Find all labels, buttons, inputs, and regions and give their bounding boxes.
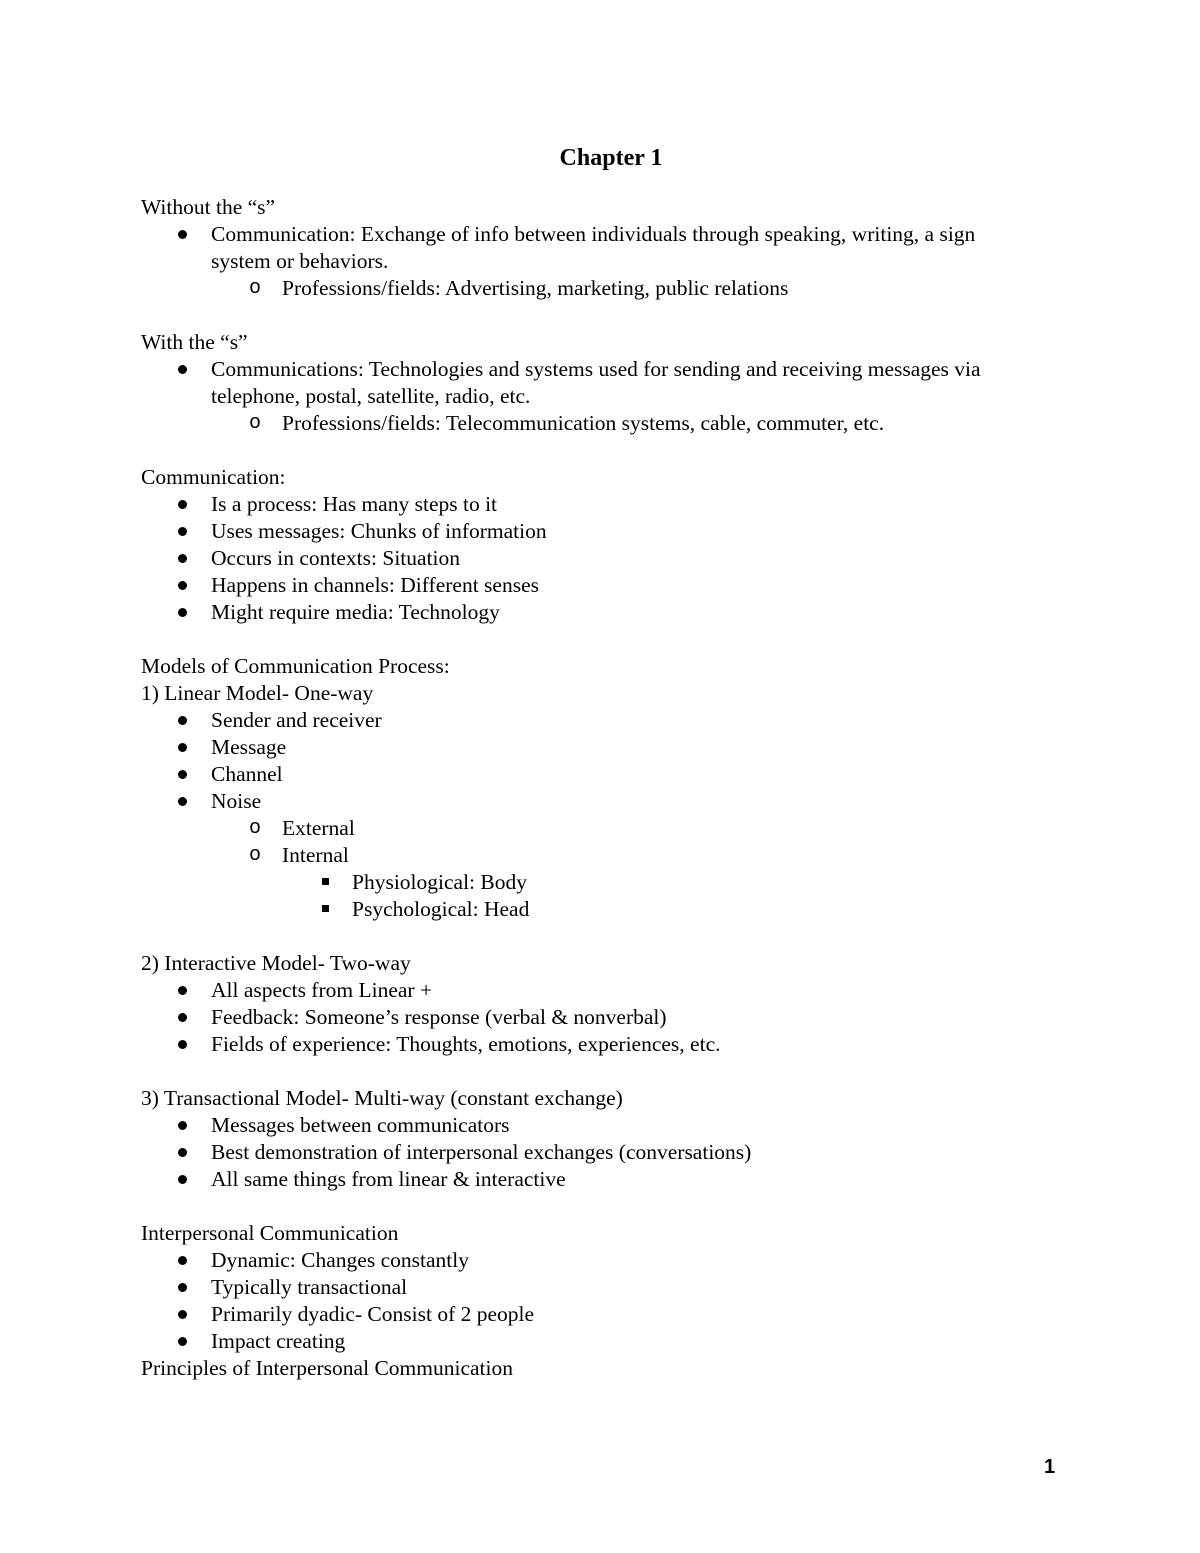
list-item-text-line-1: Communications: Technologies and systems used for sending and receiving messages via xyxy=(211,357,981,381)
section-heading-models: Models of Communication Process: xyxy=(141,654,450,678)
sub-list-item-text: Professions/fields: Telecommunication systems, cable, commuter, etc. xyxy=(282,411,885,435)
list-item: Messages between communicators xyxy=(141,1112,1081,1139)
list-item-text-line-2: telephone, postal, satellite, radio, etc. xyxy=(211,384,531,408)
bullet-dot-icon xyxy=(172,1328,192,1355)
subsection-heading-transactional: 3) Transactional Model- Multi-way (constant exchange) xyxy=(141,1086,623,1110)
subsection-heading-linear: 1) Linear Model- One-way xyxy=(141,681,374,705)
page-number: 1 xyxy=(1044,1456,1056,1478)
section-heading-interpersonal: Interpersonal Communication xyxy=(141,1221,399,1245)
bullet-dot-icon xyxy=(172,545,192,572)
sub-list-item: o Internal xyxy=(141,842,1081,869)
sub-list-item xyxy=(141,275,1081,302)
bullet-dot-icon xyxy=(172,707,192,734)
list-interpersonal xyxy=(141,1247,1081,1355)
sub-list-item-text: Professions/fields: Advertising, marketing, public relations xyxy=(282,276,789,300)
list-item-text-line-2: system or behaviors. xyxy=(211,249,389,273)
sub-sub-list-item: Physiological: Body xyxy=(141,869,1081,896)
sub-sub-list-item: Psychological: Head xyxy=(141,896,1081,923)
bullet-circle-icon: o xyxy=(248,844,261,867)
bullet-dot-icon xyxy=(172,1139,192,1166)
list-item: Impact creating xyxy=(141,1328,1081,1355)
list-item: All same things from linear & interactive xyxy=(141,1166,1081,1193)
document-content xyxy=(141,140,1081,1382)
bullet-dot-icon xyxy=(172,1031,192,1058)
bullet-dot-icon xyxy=(172,1301,192,1328)
list-item: Noise xyxy=(141,788,1081,815)
list-item: Occurs in contexts: Situation xyxy=(141,545,1081,572)
section-heading-principles: Principles of Interpersonal Communication xyxy=(141,1356,513,1380)
bullet-dot-icon xyxy=(172,1274,192,1301)
list-item: Feedback: Someone’s response (verbal & nonverbal) xyxy=(141,1004,1081,1031)
list-item: Might require media: Technology xyxy=(141,599,1081,626)
bullet-square-icon xyxy=(315,869,335,896)
bullet-dot-icon xyxy=(172,572,192,599)
list-item: Typically transactional xyxy=(141,1274,1081,1301)
bullet-dot-icon xyxy=(172,356,192,383)
list-with-s xyxy=(141,356,1081,437)
page-title: Chapter 1 xyxy=(559,145,663,171)
list-item: Fields of experience: Thoughts, emotions, experiences, etc. xyxy=(141,1031,1081,1058)
sub-list-item: o External xyxy=(141,815,1081,842)
list-interactive-model xyxy=(141,977,1081,1058)
bullet-dot-icon xyxy=(172,491,192,518)
list-item-text-line-1: Communication: Exchange of info between individuals through speaking, writing, a sign xyxy=(211,222,976,246)
list-item: Happens in channels: Different senses xyxy=(141,572,1081,599)
bullet-dot-icon xyxy=(172,788,192,815)
list-item: Sender and receiver xyxy=(141,707,1081,734)
list-item: Primarily dyadic- Consist of 2 people xyxy=(141,1301,1081,1328)
bullet-dot-icon xyxy=(172,1112,192,1139)
bullet-dot-icon xyxy=(172,734,192,761)
list-item: Channel xyxy=(141,761,1081,788)
bullet-dot-icon xyxy=(172,1166,192,1193)
section-heading-communication: Communication: xyxy=(141,465,286,489)
list-item: Best demonstration of interpersonal exchanges (conversations) xyxy=(141,1139,1081,1166)
list-item xyxy=(141,221,1081,275)
bullet-dot-icon xyxy=(172,977,192,1004)
bullet-circle-icon: o xyxy=(248,817,261,840)
sub-list-item xyxy=(141,410,1081,437)
list-item: Uses messages: Chunks of information xyxy=(141,518,1081,545)
list-item xyxy=(141,356,1081,410)
bullet-circle-icon: o xyxy=(248,412,261,435)
bullet-dot-icon xyxy=(172,221,192,248)
list-item: Dynamic: Changes constantly xyxy=(141,1247,1081,1274)
bullet-dot-icon xyxy=(172,761,192,788)
bullet-dot-icon xyxy=(172,1247,192,1274)
list-communication xyxy=(141,491,1081,626)
list-transactional-model xyxy=(141,1112,1081,1193)
bullet-dot-icon xyxy=(172,518,192,545)
bullet-circle-icon: o xyxy=(248,277,261,300)
bullet-dot-icon xyxy=(172,599,192,626)
list-item: Is a process: Has many steps to it xyxy=(141,491,1081,518)
section-heading-without-s: Without the “s” xyxy=(141,195,276,219)
section-heading-with-s: With the “s” xyxy=(141,330,248,354)
bullet-square-icon xyxy=(315,896,335,923)
subsection-heading-interactive: 2) Interactive Model- Two-way xyxy=(141,951,411,975)
list-linear-model xyxy=(141,707,1081,923)
list-without-s xyxy=(141,221,1081,302)
list-item: All aspects from Linear + xyxy=(141,977,1081,1004)
bullet-dot-icon xyxy=(172,1004,192,1031)
list-item: Message xyxy=(141,734,1081,761)
